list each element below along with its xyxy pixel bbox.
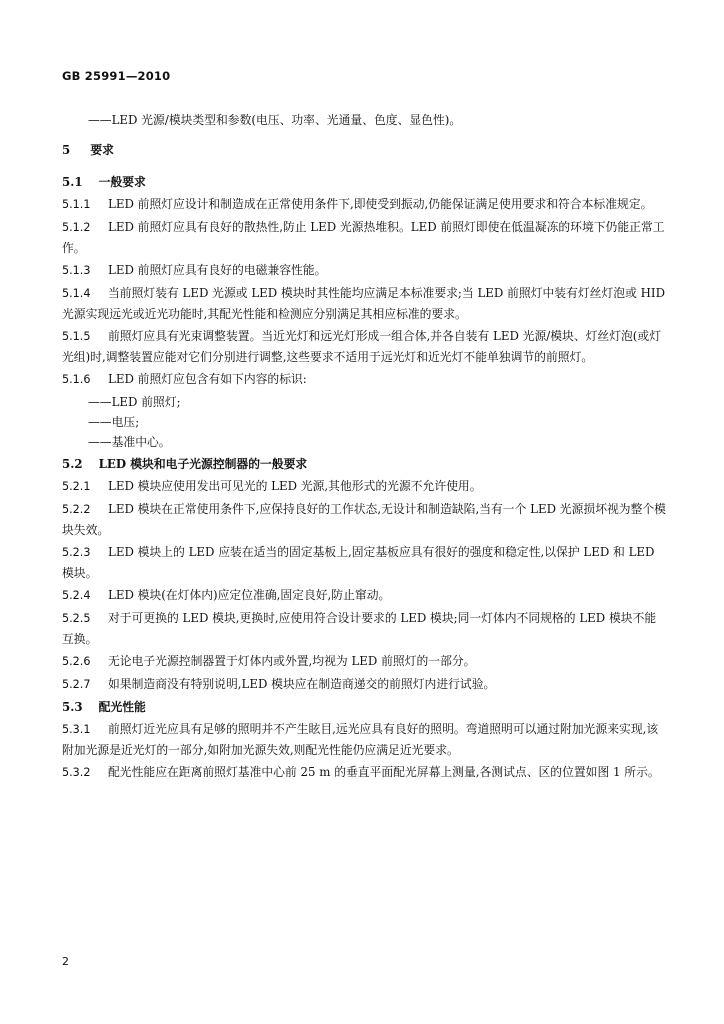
clause-text: 无论电子光源控制器置于灯体内或外置,均视为 LED 前照灯的一部分。 [108,654,476,668]
clause-5-1-6 [62,369,666,390]
section-5-3-number: 5.3 [62,700,83,714]
clause-text: LED 模块在正常使用条件下,应保持良好的工作状态,无设计和制造缺陷,当有一个 LED 光源损坏视为整个模块失效。 [62,502,666,537]
clause-5-1-2 [62,217,666,258]
clause-number: 5.2.7 [62,678,91,691]
clause-text: 配光性能应在距离前照灯基准中心前 25 m 的垂直平面配光屏幕上测量,各测试点、区的位置如图 1 所示。 [108,765,660,779]
clause-text: LED 前照灯应包含有如下内容的标识: [108,372,307,386]
clause-5-2-2 [62,499,666,540]
clause-number: 5.2.3 [62,546,91,559]
clause-5-2-1 [62,476,666,497]
standard-code: GB 25991—2010 [62,69,171,83]
clause-5-2-5 [62,608,666,649]
clause-text: LED 模块(在灯体内)应定位准确,固定良好,防止窜动。 [108,588,391,602]
clause-number: 5.2.1 [62,480,91,493]
clause-number: 5.2.2 [62,503,91,516]
clause-5-2-7 [62,674,666,695]
section-5-1-heading [62,172,666,192]
clause-text: 如果制造商没有特别说明,LED 模块应在制造商递交的前照灯内进行试验。 [108,677,496,691]
clause-number: 5.1.6 [62,373,91,386]
clause-text: 对于可更换的 LED 模块,更换时,应使用符合设计要求的 LED 模块;同一灯体内不同规格的 LED 模块不能互换。 [62,611,657,646]
clause-5-1-4 [62,283,666,324]
clause-number: 5.1.4 [62,287,91,300]
clause-5-2-4 [62,585,666,606]
clause-number: 5.2.4 [62,589,91,602]
section-5-number: 5 [62,143,71,157]
intro-line: ——LED 光源/模块类型和参数(电压、功率、光通量、色度、显色性)。 [88,113,462,127]
section-5-3-heading [62,697,666,717]
section-5-2-heading [62,454,666,474]
clause-5-3-1 [62,719,666,760]
marking-item-voltage: ——电压; [88,415,140,429]
clause-number: 5.1.3 [62,264,91,277]
clause-5-1-5 [62,326,666,367]
section-5-2-number: 5.2 [62,457,83,471]
section-5-1-title: 一般要求 [98,175,146,189]
marking-item-led-headlamp: ——LED 前照灯; [88,395,181,409]
clause-number: 5.1.2 [62,221,91,234]
marking-item-reference-center: ——基准中心。 [88,435,171,449]
clause-text: 前照灯近光应具有足够的照明并不产生眩目,远光应具有良好的照明。弯道照明可以通过附加光源来实现,该附加光源是近光灯的一部分,如附加光源失效,则配光性能仍应满足近光要求。 [62,722,659,757]
clause-5-1-1 [62,194,666,215]
section-5-heading [62,140,666,160]
clause-text: LED 前照灯应具有良好的电磁兼容性能。 [108,263,327,277]
clause-text: 当前照灯装有 LED 光源或 LED 模块时其性能均应满足本标准要求;当 LED 前照灯中装有灯丝灯泡或 HID 光源实现远光或近光功能时,其配光性能和检测应分别满足其相应标准的要求。 [62,286,666,321]
section-5-1-number: 5.1 [62,175,83,189]
clause-5-2-6 [62,651,666,672]
section-5-2-title: LED 模块和电子光源控制器的一般要求 [98,457,308,471]
clause-text: LED 前照灯应具有良好的散热性,防止 LED 光源热堆积。LED 前照灯即使在低温凝冻的环境下仍能正常工作。 [62,220,665,255]
section-5-title: 要求 [90,143,114,157]
clause-number: 5.1.5 [62,330,91,343]
clause-5-2-3 [62,542,666,583]
clause-text: LED 前照灯应设计和制造成在正常使用条件下,即使受到振动,仍能保证满足使用要求和符合本标准规定。 [108,197,653,211]
document-content [62,110,666,785]
clause-5-1-3 [62,260,666,281]
clause-number: 5.3.2 [62,766,91,779]
marking-list [62,392,666,452]
clause-text: LED 模块上的 LED 应装在适当的固定基板上,固定基板应具有很好的强度和稳定性,以保护 LED 和 LED 模块。 [62,545,655,580]
clause-number: 5.2.5 [62,612,91,625]
clause-number: 5.2.6 [62,655,91,668]
page-number: 2 [62,955,69,968]
clause-text: LED 模块应使用发出可见光的 LED 光源,其他形式的光源不允许使用。 [108,479,482,493]
clause-number: 5.3.1 [62,723,91,736]
clause-number: 5.1.1 [62,198,91,211]
clause-5-3-2 [62,762,666,783]
section-5-3-title: 配光性能 [98,700,146,714]
clause-text: 前照灯应具有光束调整装置。当近光灯和远光灯形成一组合体,并各自装有 LED 光源/模块、灯丝灯泡(或灯光组)时,调整装置应能对它们分别进行调整,这些要求不适用于远光灯和近光灯不能单独调节的前照灯。 [62,329,661,364]
